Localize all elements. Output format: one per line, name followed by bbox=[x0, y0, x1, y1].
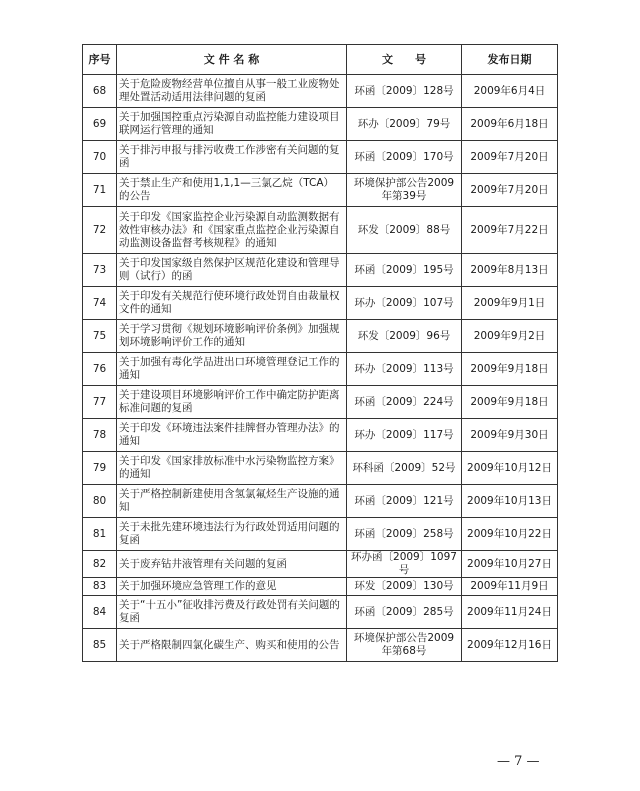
row-title: 关于废弃钻井液管理有关问题的复函 bbox=[117, 551, 347, 578]
row-doc-number: 环函〔2009〕121号 bbox=[347, 485, 462, 518]
row-serial: 85 bbox=[83, 629, 117, 662]
row-title: 关于印发《国家排放标准中水污染物监控方案》的通知 bbox=[117, 452, 347, 485]
row-serial: 69 bbox=[83, 108, 117, 141]
table-row bbox=[83, 419, 558, 452]
row-date: 2009年7月20日 bbox=[462, 174, 558, 207]
row-serial: 72 bbox=[83, 207, 117, 254]
table-row bbox=[83, 578, 558, 596]
table-row bbox=[83, 386, 558, 419]
row-title: 关于印发《环境违法案件挂牌督办管理办法》的通知 bbox=[117, 419, 347, 452]
row-title: 关于严格限制四氯化碳生产、购买和使用的公告 bbox=[117, 629, 347, 662]
row-doc-number: 环函〔2009〕128号 bbox=[347, 75, 462, 108]
row-date: 2009年8月13日 bbox=[462, 254, 558, 287]
row-title: 关于印发国家级自然保护区规范化建设和管理导则（试行）的函 bbox=[117, 254, 347, 287]
row-title: 关于危险废物经营单位擅自从事一般工业废物处理处置活动适用法律问题的复函 bbox=[117, 75, 347, 108]
document-table bbox=[82, 44, 558, 662]
row-date: 2009年10月22日 bbox=[462, 518, 558, 551]
row-title: 关于学习贯彻《规划环境影响评价条例》加强规划环境影响评价工作的通知 bbox=[117, 320, 347, 353]
row-title: 关于禁止生产和使用1,1,1—三氯乙烷（TCA）的公告 bbox=[117, 174, 347, 207]
table-row bbox=[83, 452, 558, 485]
row-date: 2009年11月24日 bbox=[462, 596, 558, 629]
row-serial: 75 bbox=[83, 320, 117, 353]
row-serial: 77 bbox=[83, 386, 117, 419]
row-title: 关于建设项目环境影响评价工作中确定防护距离标准问题的复函 bbox=[117, 386, 347, 419]
row-doc-number: 环办〔2009〕79号 bbox=[347, 108, 462, 141]
table-row bbox=[83, 629, 558, 662]
row-title: 关于“十五小”征收排污费及行政处罚有关问题的复函 bbox=[117, 596, 347, 629]
table-row bbox=[83, 75, 558, 108]
row-date: 2009年7月22日 bbox=[462, 207, 558, 254]
table-row bbox=[83, 551, 558, 578]
header-title: 文 件 名 称 bbox=[117, 45, 347, 75]
row-doc-number: 环函〔2009〕258号 bbox=[347, 518, 462, 551]
table-row bbox=[83, 174, 558, 207]
row-serial: 79 bbox=[83, 452, 117, 485]
row-date: 2009年6月4日 bbox=[462, 75, 558, 108]
row-serial: 80 bbox=[83, 485, 117, 518]
row-title: 关于加强有毒化学品进出口环境管理登记工作的通知 bbox=[117, 353, 347, 386]
row-doc-number: 环发〔2009〕96号 bbox=[347, 320, 462, 353]
row-doc-number: 环函〔2009〕285号 bbox=[347, 596, 462, 629]
row-title: 关于排污申报与排污收费工作涉密有关问题的复函 bbox=[117, 141, 347, 174]
table-row bbox=[83, 320, 558, 353]
row-title: 关于未批先建环境违法行为行政处罚适用问题的复函 bbox=[117, 518, 347, 551]
row-date: 2009年10月27日 bbox=[462, 551, 558, 578]
row-title: 关于加强环境应急管理工作的意见 bbox=[117, 578, 347, 596]
table-header-row bbox=[83, 45, 558, 75]
row-doc-number: 环函〔2009〕195号 bbox=[347, 254, 462, 287]
row-serial: 70 bbox=[83, 141, 117, 174]
row-date: 2009年9月18日 bbox=[462, 353, 558, 386]
header-doc-number: 文 号 bbox=[347, 45, 462, 75]
row-doc-number: 环发〔2009〕88号 bbox=[347, 207, 462, 254]
row-doc-number: 环发〔2009〕130号 bbox=[347, 578, 462, 596]
row-serial: 73 bbox=[83, 254, 117, 287]
row-date: 2009年7月20日 bbox=[462, 141, 558, 174]
row-date: 2009年10月13日 bbox=[462, 485, 558, 518]
table-row bbox=[83, 108, 558, 141]
row-title: 关于印发有关规范行使环境行政处罚自由裁量权文件的通知 bbox=[117, 287, 347, 320]
row-title: 关于印发《国家监控企业污染源自动监测数据有效性审核办法》和《国家重点监控企业污染源自动监测设备监督考核规程》的通知 bbox=[117, 207, 347, 254]
row-doc-number: 环科函〔2009〕52号 bbox=[347, 452, 462, 485]
table-row bbox=[83, 353, 558, 386]
row-serial: 84 bbox=[83, 596, 117, 629]
table-row bbox=[83, 141, 558, 174]
row-doc-number: 环办〔2009〕117号 bbox=[347, 419, 462, 452]
row-title: 关于加强国控重点污染源自动监控能力建设项目联网运行管理的通知 bbox=[117, 108, 347, 141]
table-row bbox=[83, 518, 558, 551]
row-serial: 78 bbox=[83, 419, 117, 452]
table-row bbox=[83, 596, 558, 629]
row-serial: 68 bbox=[83, 75, 117, 108]
page-number: — 7 — bbox=[497, 754, 540, 769]
row-doc-number: 环办〔2009〕113号 bbox=[347, 353, 462, 386]
row-date: 2009年9月1日 bbox=[462, 287, 558, 320]
row-date: 2009年6月18日 bbox=[462, 108, 558, 141]
header-serial: 序号 bbox=[83, 45, 117, 75]
row-serial: 83 bbox=[83, 578, 117, 596]
table-row bbox=[83, 287, 558, 320]
row-doc-number: 环函〔2009〕224号 bbox=[347, 386, 462, 419]
row-doc-number: 环函〔2009〕170号 bbox=[347, 141, 462, 174]
row-date: 2009年11月9日 bbox=[462, 578, 558, 596]
row-date: 2009年9月2日 bbox=[462, 320, 558, 353]
row-doc-number: 环境保护部公告2009年第68号 bbox=[347, 629, 462, 662]
table-row bbox=[83, 485, 558, 518]
row-serial: 82 bbox=[83, 551, 117, 578]
row-date: 2009年10月12日 bbox=[462, 452, 558, 485]
row-date: 2009年9月30日 bbox=[462, 419, 558, 452]
row-serial: 74 bbox=[83, 287, 117, 320]
row-doc-number: 环办函〔2009〕1097号 bbox=[347, 551, 462, 578]
header-date: 发布日期 bbox=[462, 45, 558, 75]
row-serial: 76 bbox=[83, 353, 117, 386]
row-serial: 81 bbox=[83, 518, 117, 551]
row-date: 2009年9月18日 bbox=[462, 386, 558, 419]
row-date: 2009年12月16日 bbox=[462, 629, 558, 662]
row-serial: 71 bbox=[83, 174, 117, 207]
table-row bbox=[83, 207, 558, 254]
table-row bbox=[83, 254, 558, 287]
row-title: 关于严格控制新建使用含氢氯氟烃生产设施的通知 bbox=[117, 485, 347, 518]
row-doc-number: 环境保护部公告2009年第39号 bbox=[347, 174, 462, 207]
row-doc-number: 环办〔2009〕107号 bbox=[347, 287, 462, 320]
